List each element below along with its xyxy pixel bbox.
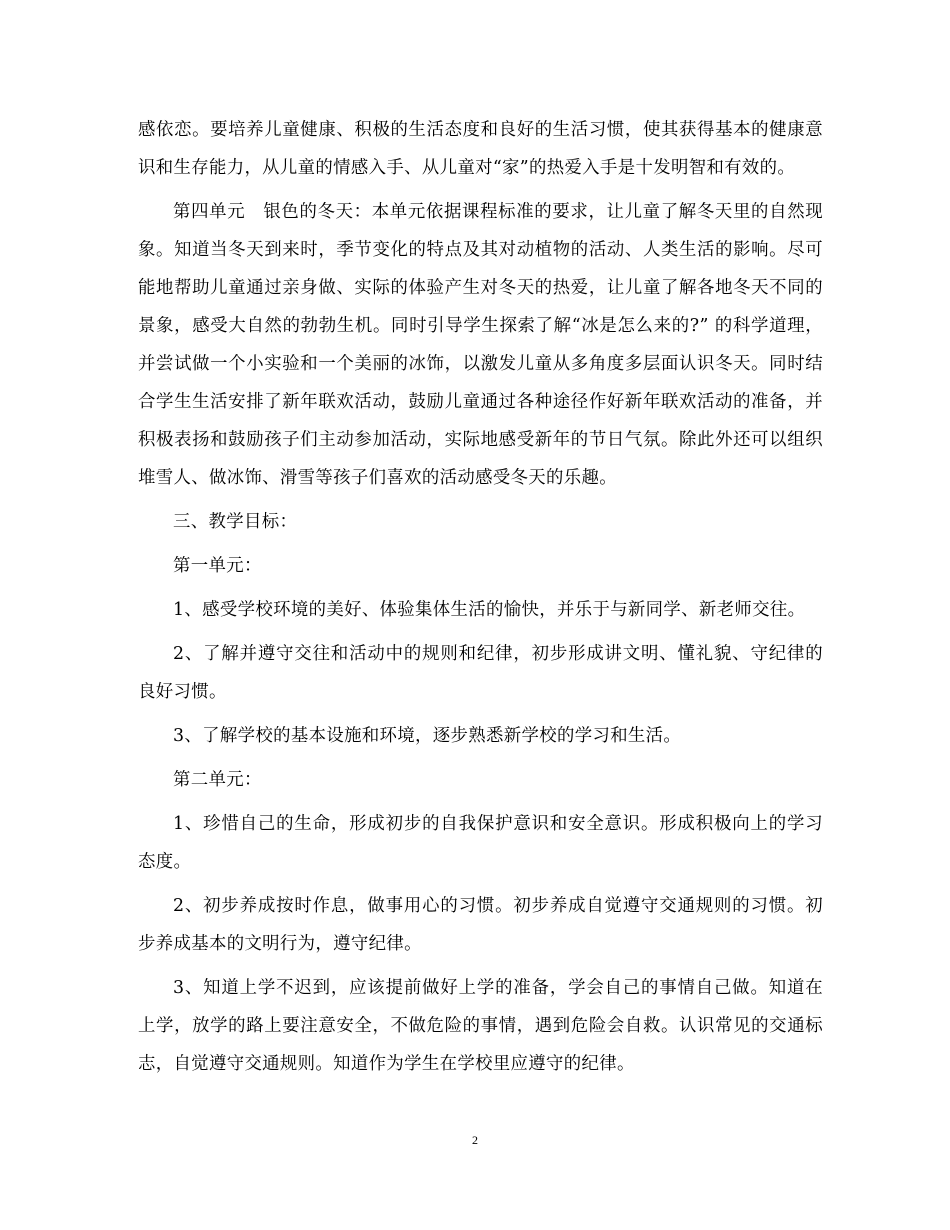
- list-item-unit-one-1: 1、感受学校环境的美好、体验集体生活的愉快，并乐于与新同学、新老师交往。: [173, 600, 806, 620]
- page-number: 2: [472, 1133, 478, 1147]
- list-item-unit-one-3: 3、了解学校的基本设施和环境，逐步熟悉新学校的学习和生活。: [173, 726, 682, 746]
- section-heading-teaching-goals: 三、教学目标：: [173, 512, 298, 532]
- paragraph-continuation: 感依恋。要培养儿童健康、积极的生活态度和良好的生活习惯，使其获得基本的健康意识和生存能力，从儿童的情感入手、从儿童对“家”的热爱入手是十发明智和有效的。: [138, 120, 823, 178]
- list-item-unit-two-1: 1、珍惜自己的生命，形成初步的自我保护意识和安全意识。形成积极向上的学习态度。: [138, 814, 823, 872]
- paragraph-unit-four: 第四单元 银色的冬天：本单元依据课程标准的要求，让儿童了解冬天里的自然现象。知道当冬天到来时，季节变化的特点及其对动植物的活动、人类生活的影响。尽可能地帮助儿童通过亲身做、实际的体验产生对冬天的热爱，让儿童了解各地冬天不同的景象，感受大自然的勃勃生机。同时引导学生探索了解“冰是怎么来的?” 的科学道理，并尝试做一个小实验和一个美丽的冰饰，以激发儿童从多角度多层面认识冬天。同时结合学生生活安排了新年联欢活动，鼓励儿童通过各种途径作好新年联欢活动的准备，并积极表扬和鼓励孩子们主动参加活动，实际地感受新年的节日气氛。除此外还可以组织堆雪人、做冰饰、滑雪等孩子们喜欢的活动感受冬天的乐趣。: [138, 202, 823, 488]
- list-item-unit-two-3: 3、知道上学不迟到，应该提前做好上学的准备，学会自己的事情自己做。知道在上学，放学的路上要注意安全，不做危险的事情，遇到危险会自救。认识常见的交通标志，自觉遵守交通规则。知道作为学生在学校里应遵守的纪律。: [138, 978, 823, 1074]
- subheading-unit-two: 第二单元：: [173, 770, 262, 790]
- list-item-unit-two-2: 2、初步养成按时作息，做事用心的习惯。初步养成自觉遵守交通规则的习惯。初步养成基本的文明行为，遵守纪律。: [138, 896, 823, 954]
- subheading-unit-one: 第一单元：: [173, 556, 262, 576]
- list-item-unit-one-2: 2、了解并遵守交往和活动中的规则和纪律，初步形成讲文明、懂礼貌、守纪律的良好习惯。: [138, 644, 823, 702]
- document-body: [138, 111, 823, 1089]
